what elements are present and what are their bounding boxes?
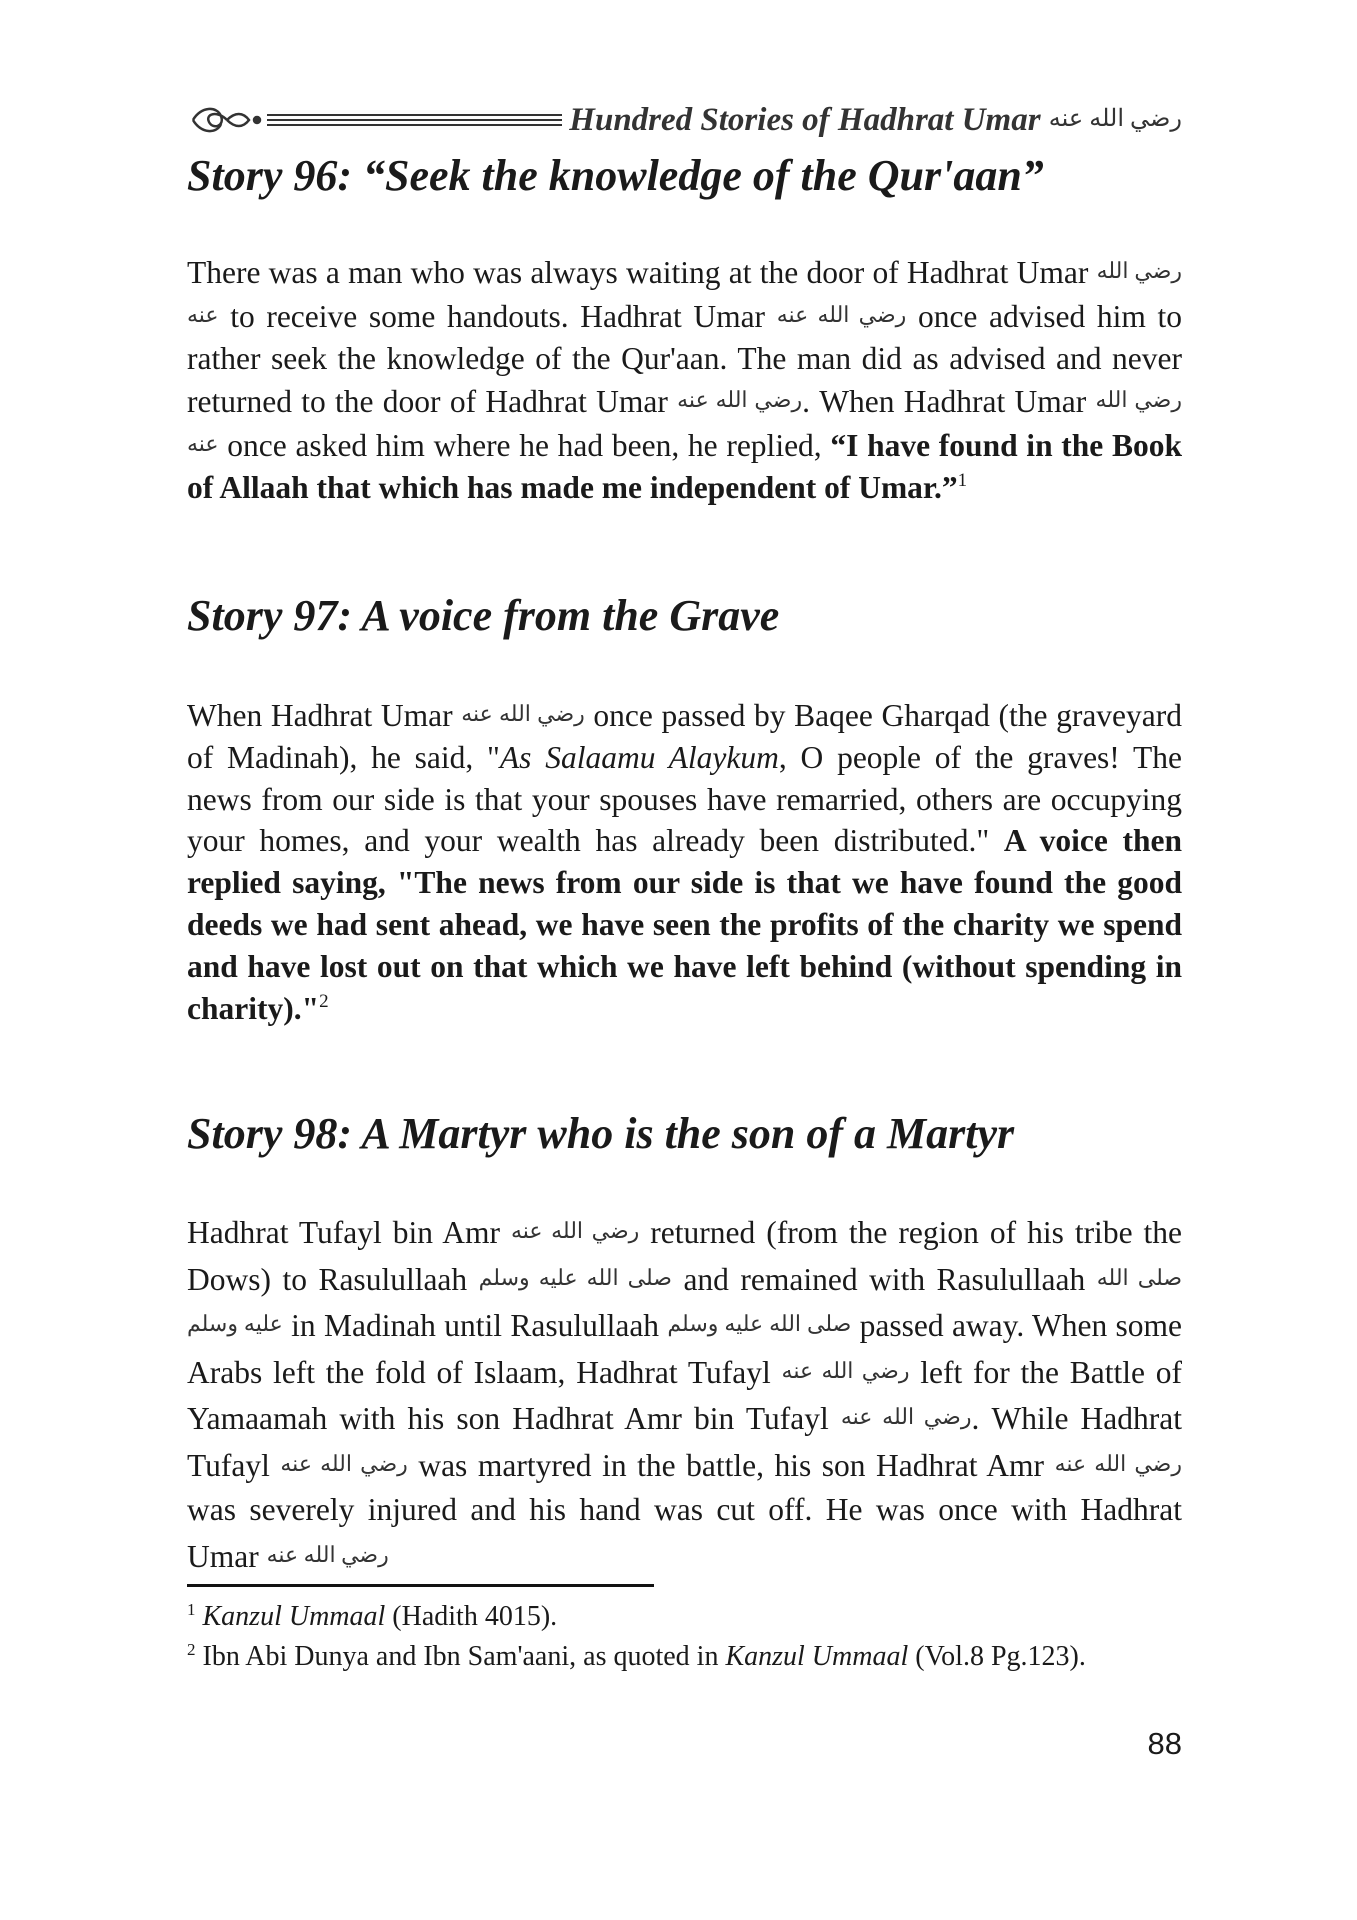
story-97-paragraph [187, 693, 1182, 1029]
story-98-paragraph [187, 1209, 1182, 1579]
text-span: , O people of the graves! The news from our side is that your spouses have remarried, others are occupying your homes, and your wealth has already been distributed." [187, 739, 1182, 859]
text-span: . When Hadhrat Umar [802, 384, 1087, 420]
honorific-glyph: رضي الله عنه [510, 1218, 640, 1243]
text-span: returned (from the region of his tribe the Dows) to Rasulullaah [187, 1215, 1183, 1297]
honorific-prophet-glyph: صلى الله عليه وسلم [667, 1311, 852, 1336]
text-span: once advised him to rather seek the knowledge of the Qur'aan. The man did as advised and never returned to the door of Hadhrat Umar [187, 298, 1183, 420]
text-span: once asked him where he had been, he replied, [227, 428, 822, 464]
honorific-glyph: رضي الله عنه [776, 301, 907, 327]
footnote-ref: 1 [957, 469, 968, 491]
footnote-number: 2 [187, 1640, 196, 1659]
footnote-source: Kanzul Ummaal [725, 1641, 909, 1672]
quote-bold: “I have found in the Book of Allaah that which has made me independent of Umar.” [187, 428, 1183, 505]
text-span: was martyred in the battle, his son Hadhrat Amr [418, 1447, 1045, 1483]
story-96-paragraph [187, 250, 1182, 509]
footnote-divider [187, 1584, 654, 1587]
running-title-text: Hundred Stories of Hadhrat Umar [569, 102, 1041, 138]
text-span: was severely injured and his hand was cut off. He was once with Hadhrat Umar [187, 1492, 1182, 1574]
footnote-text: (Hadith 4015). [385, 1601, 558, 1632]
text-span: When Hadhrat Umar [187, 698, 453, 733]
footnote-2 [187, 1638, 1182, 1675]
running-header [187, 100, 1182, 144]
honorific-glyph: رضي الله عنه [187, 258, 1182, 327]
story-98-title: Story 98: A Martyr who is the son of a Martyr [187, 1109, 1015, 1158]
footnote-1 [187, 1598, 1182, 1635]
text-span: and remained with Rasulullaah [683, 1261, 1086, 1297]
footnote-source: Kanzul Ummaal [202, 1601, 386, 1632]
honorific-glyph: رضي الله عنه [187, 387, 1182, 457]
story-96-title: Story 96: “Seek the knowledge of the Qur'aan” [187, 151, 1044, 200]
running-title [569, 102, 1182, 139]
story-97-title: Story 97: A voice from the Grave [187, 591, 780, 640]
honorific-glyph: رضي الله عنه [1054, 1450, 1182, 1476]
footnote-text: (Vol.8 Pg.123). [908, 1641, 1086, 1672]
text-span: There was a man who was always waiting at the door of Hadhrat Umar [187, 255, 1089, 290]
honorific-glyph: رضي الله عنه [840, 1404, 972, 1429]
footnote-number: 1 [187, 1600, 196, 1619]
italic-phrase: As Salaamu Alaykum [499, 739, 779, 775]
honorific-prophet-glyph: صلى الله عليه وسلم [478, 1264, 672, 1290]
quote-bold: A voice then replied saying, "The news from our side is that we have found the good deeds we had sent ahead, we have seen the profits of the charity we spend and have lost out on that which we have left behind (without spending in charity)." [187, 823, 1183, 1026]
honorific-glyph: رضي الله عنه [461, 701, 585, 726]
page-number: 88 [1147, 1726, 1182, 1761]
honorific-glyph: رضي الله عنه [280, 1450, 408, 1476]
honorific-glyph: رضي الله عنه [1048, 106, 1182, 132]
honorific-glyph: رضي الله عنه [677, 387, 803, 413]
ornament-icon [187, 100, 567, 140]
honorific-glyph: رضي الله عنه [781, 1357, 910, 1383]
footnote-ref: 2 [319, 990, 329, 1012]
text-span: passed away. When some Arabs left the fold of Islaam, Hadhrat Tufayl [187, 1308, 1183, 1390]
text-span: to receive some handouts. Hadhrat Umar [230, 298, 766, 334]
text-span: Hadhrat Tufayl bin Amr [187, 1215, 500, 1250]
text-span: . While Hadhrat Tufayl [187, 1401, 1183, 1483]
footnote-text: Ibn Abi Dunya and Ibn Sam'aani, as quoted in [195, 1641, 726, 1672]
text-span: left for the Battle of Yamaamah with his son Hadhrat Amr bin Tufayl [187, 1354, 1183, 1436]
text-span: once passed by Baqee Gharqad (the graveyard of Madinah), he said, " [187, 698, 1183, 775]
honorific-prophet-glyph: صلى الله عليه وسلم [187, 1264, 1183, 1336]
honorific-glyph: رضي الله عنه [266, 1541, 389, 1567]
text-span: in Madinah until Rasulullaah [291, 1308, 660, 1343]
